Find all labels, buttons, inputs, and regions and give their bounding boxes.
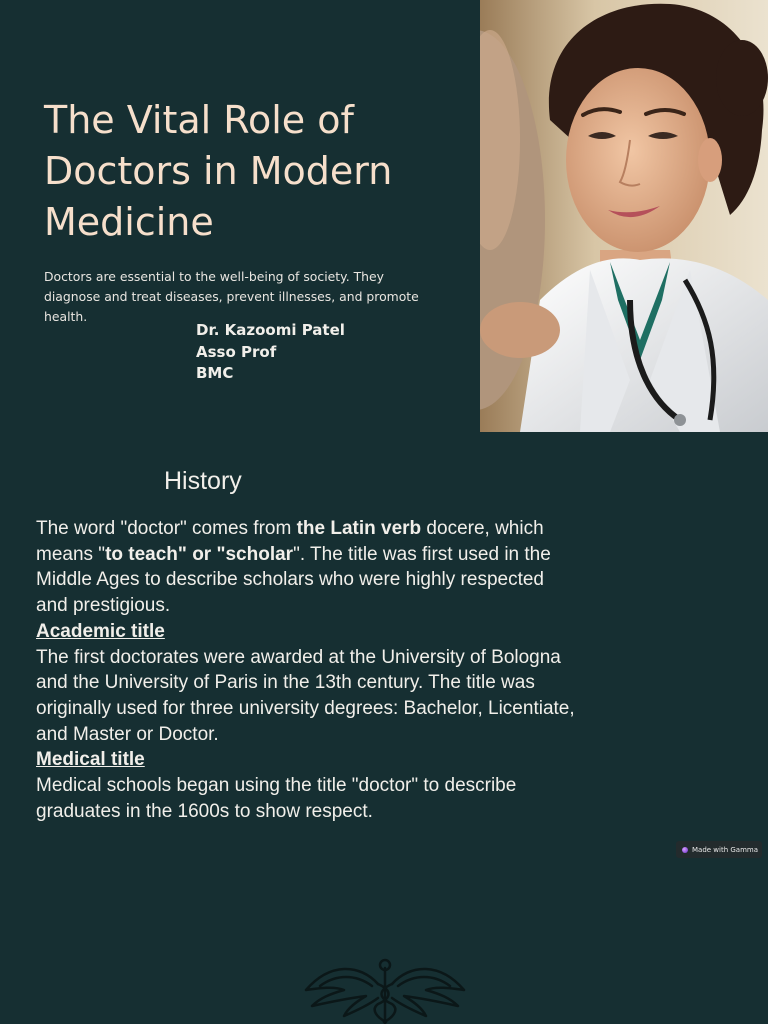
author-block xyxy=(196,320,345,385)
medical-title-text: Medical schools began using the title "doctor" to describe graduates in the 1600s to show respect. xyxy=(36,775,517,822)
badge-label: Made with Gamma xyxy=(692,845,759,854)
doctor-photo xyxy=(480,0,768,432)
history-text-3: ". The title was first used in the Middle Ages to describe scholars who were highly respected and prestigious. xyxy=(36,543,551,617)
slide-title: The Vital Role of Doctors in Modern Medicine xyxy=(44,98,393,244)
slide-description: Doctors are essential to the well-being of society. They diagnose and treat diseases, prevent illnesses, and promote health. xyxy=(44,269,419,324)
history-heading: History xyxy=(164,467,242,495)
caduceus-icon xyxy=(300,954,470,1024)
history-text-1: The word "doctor" comes from xyxy=(36,518,297,539)
history-bold-to-teach: to teach" or "scholar xyxy=(105,543,294,565)
history-paragraph xyxy=(36,516,576,619)
medical-title-subheading: Medical title xyxy=(36,749,145,771)
author-institution: BMC xyxy=(196,364,234,382)
gamma-logo-icon xyxy=(682,847,688,853)
made-with-gamma-badge[interactable] xyxy=(676,841,762,858)
author-position: Asso Prof xyxy=(196,342,277,361)
author-name: Dr. Kazoomi Patel xyxy=(196,321,345,339)
history-bold-latin-verb: the Latin verb xyxy=(296,518,422,539)
history-content xyxy=(36,516,576,824)
academic-title-subheading: Academic title xyxy=(36,620,165,642)
academic-title-text: The first doctorates were awarded at the University of Bologna and the University of Paris in the 13th century. The title was originally used for three university degrees: Bachelor, Licentiate, and Master or Doctor. xyxy=(36,646,575,745)
history-text-2: docere, which means " xyxy=(36,518,544,565)
